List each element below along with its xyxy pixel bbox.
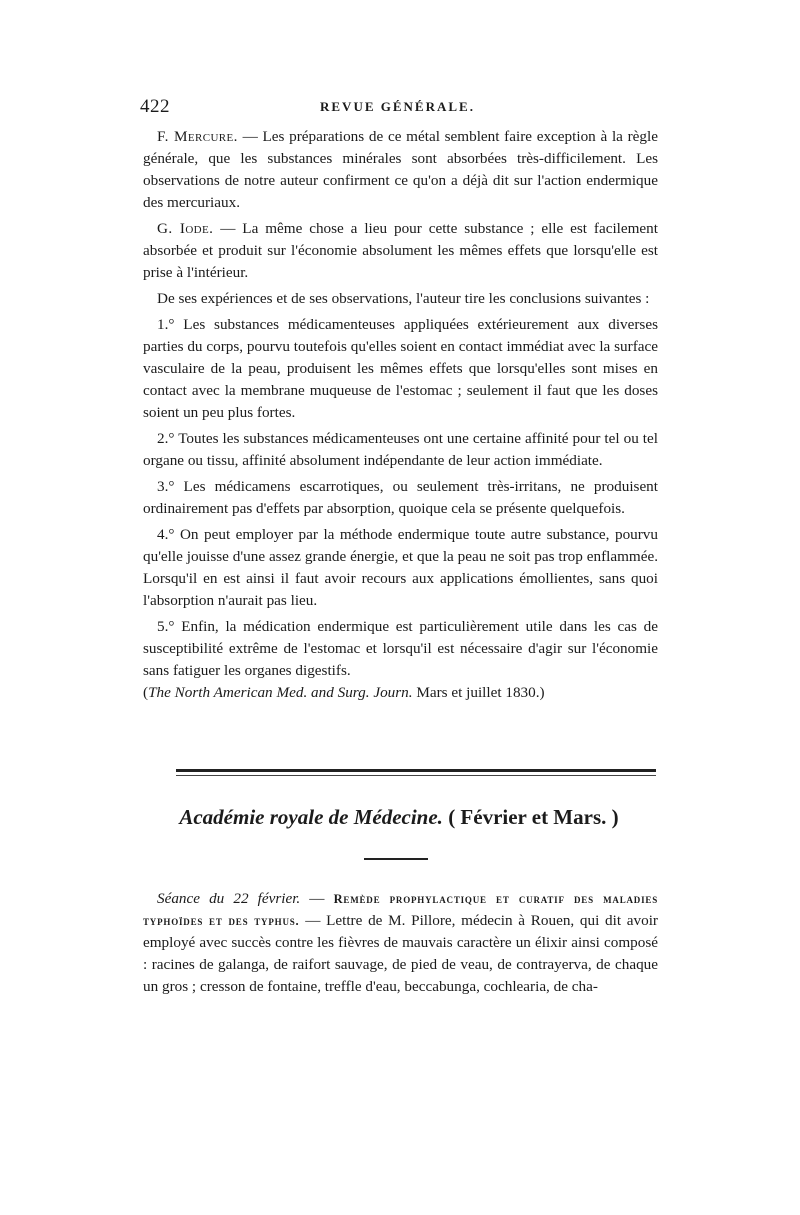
section-title: [140, 805, 658, 830]
section-title-italic: Académie royale de Médecine.: [179, 805, 443, 829]
conclusion-5: [143, 616, 658, 704]
page-header: [140, 96, 658, 120]
remede-heading: Remède prophylactique et curatif des maladies typhoïdes et des typhus.: [143, 892, 659, 928]
section-rule-thick: [176, 769, 656, 772]
mercure-text: — Les préparations de ce métal semblent faire exception à la règle générale, que les substances minérales sont absorbées très-difficilement. Les observations de notre auteur confirment ce qu'on a déjà dit sur l'action endermique des mercuriaux.: [143, 128, 658, 211]
conclusion-2: 2.° Toutes les substances médicamenteuses ont une certaine affinité pour tel ou tel organe ou tissu, affinité absolument indépendante de leur action immédiate.: [143, 430, 658, 469]
seance-paragraph: [143, 888, 658, 998]
citation-date: Mars et juillet 1830.): [412, 684, 545, 701]
short-rule: [364, 858, 428, 860]
page-number: 422: [140, 96, 170, 117]
conclusion-1: 1.° Les substances médicamenteuses appliquées extérieurement aux diverses parties du corps, pourvu toutefois qu'elles soient en contact immédiat avec la surface vasculaire de la peau, produisent les mêmes effets que lorsqu'elles sont mises en contact avec la membrane muqueuse de l'estomac ; seulement il faut que les doses soient un peu plus fortes.: [143, 316, 658, 421]
running-head: REVUE GÉNÉRALE.: [320, 99, 475, 114]
citation-journal: The North American Med. and Surg. Journ.: [148, 684, 413, 701]
paragraph-mercure: [143, 126, 658, 214]
citation-open: (: [143, 684, 149, 701]
main-text: [143, 126, 658, 708]
section-rule-thin: [176, 775, 656, 776]
paragraph-intro: De ses expériences et de ses observations, l'auteur tire les conclusions suivantes :: [157, 290, 650, 307]
seance-body: — Lettre de M. Pillore, médecin à Rouen, qui dit avoir employé avec succès contre les fièvres de mauvais caractère un élixir ainsi composé : racines de galanga, de raifort sauvage, de pied de veau, de contrayerva, de chaque un gros ; cresson de fontaine, treffle d'eau, beccabunga, cochlearia, de cha-: [143, 912, 658, 995]
seance-date: Séance du 22 février.: [157, 890, 301, 907]
seance-dash: —: [300, 890, 334, 907]
conclusion-3: 3.° Les médicamens escarrotiques, ou seulement très-irritans, ne produisent ordinairement pas d'effets par absorption, quoique cela se présente quelquefois.: [143, 478, 658, 517]
conclusion-5-text: 5.° Enfin, la médication endermique est particulièrement utile dans les cas de susceptibilité extrême de l'estomac et lorsqu'il est nécessaire d'agir sur l'économie sans fatiguer les organes digestifs.: [143, 618, 658, 679]
conclusion-4: 4.° On peut employer par la méthode endermique toute autre substance, pourvu qu'elle jouisse d'une assez grande énergie, et que la peau ne soit pas trop enflammée. Lorsqu'il en est ainsi il faut avoir recours aux applications émollientes, sans quoi l'absorption n'aurait pas lieu.: [143, 526, 658, 609]
iode-label: G. Iode.: [157, 220, 214, 237]
iode-text: — La même chose a lieu pour cette substance ; elle est facilement absorbée et produit sur l'économie absolument les mêmes effets que lorsqu'elle est prise à l'intérieur.: [143, 220, 658, 281]
seance-text: [143, 888, 658, 998]
section-title-plain: ( Février et Mars. ): [442, 805, 619, 829]
mercure-label: F. Mercure.: [157, 128, 238, 145]
paragraph-iode: [143, 218, 658, 284]
